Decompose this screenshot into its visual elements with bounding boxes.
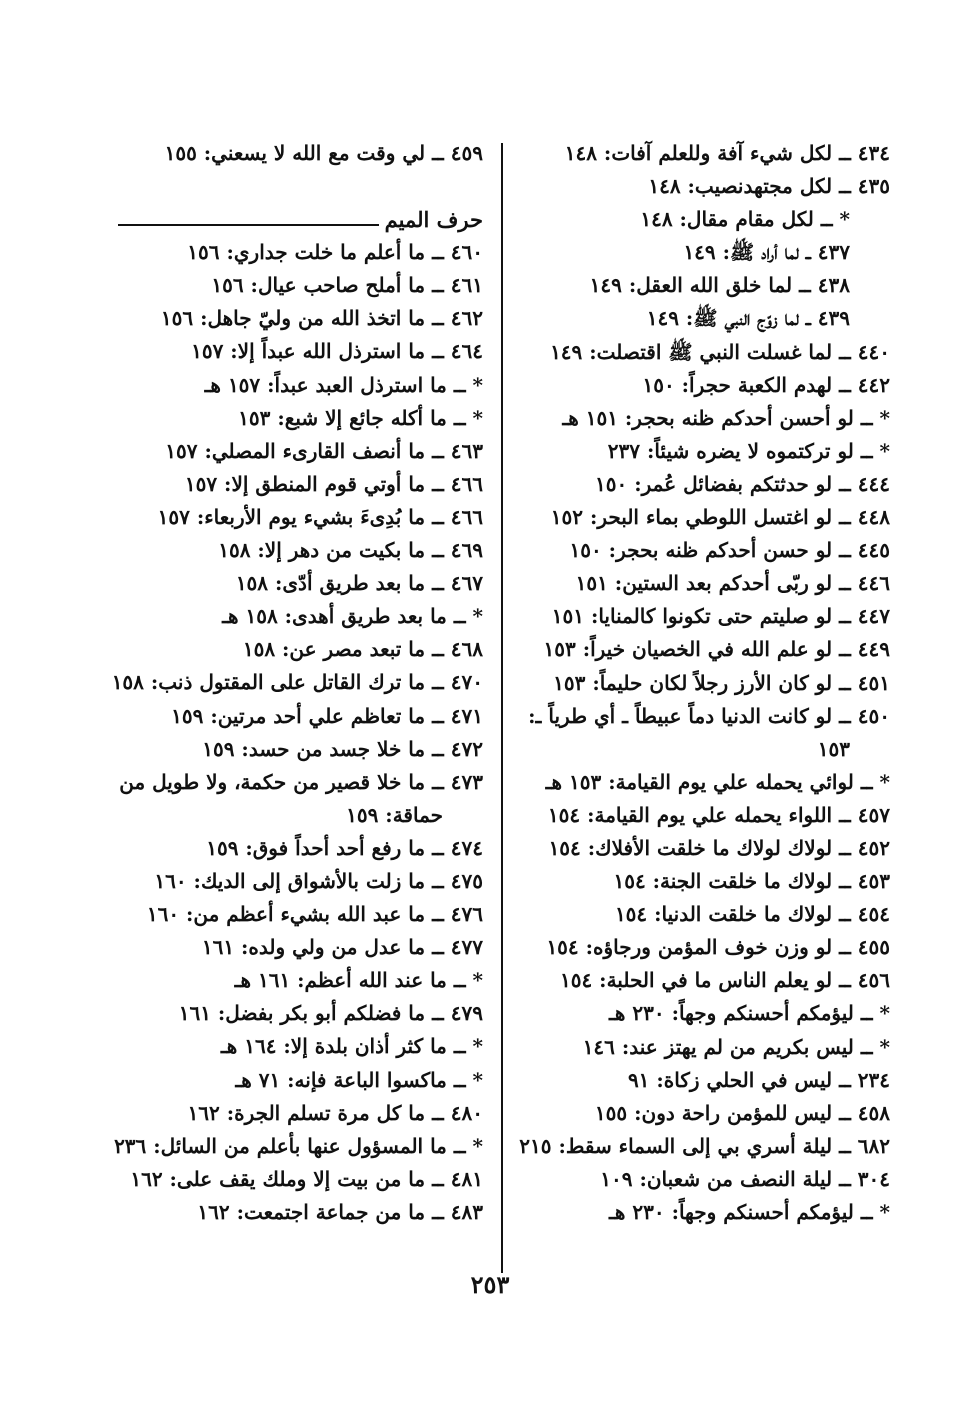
- index-entry: ٤٤٥ ــ لو حسن أحدكم ظنه بحجر: ١٥٠: [569, 538, 890, 563]
- index-entry: * ــ ما كثر أذان بلدة إلا: ١٦٤ هـ: [220, 1034, 483, 1059]
- index-entry: ٤٨٠ ــ ما كل مرة تسلم الجرة: ١٦٢: [187, 1100, 483, 1125]
- index-entry: ٤٧١ ــ ما تعاظم علي أحد مرتين: ١٥٩: [171, 703, 483, 728]
- index-entry: * ــ ليؤمكم أحسنكم وجهاً: ٢٣٠ هـ: [609, 1200, 890, 1224]
- index-entry: ٤٦٧ ــ ما بعد طريق أدّى: ١٥٨: [235, 571, 483, 596]
- index-entry: ٢٣٤ ــ ليس في الحلي زكاة: ٩١: [627, 1067, 890, 1092]
- index-entry: ٤٥٦ ــ لو يعلم الناس ما في الحلبة: ١٥٤: [559, 968, 890, 993]
- index-entry: ٤٥٠ ــ لو كانت الدنيا دماً عبيطاً ـ أي طرياً ـ:: [528, 703, 890, 728]
- index-entry-continuation: حماقة: ١٥٩: [346, 802, 443, 827]
- index-entry: ٤٦٢ ــ ما اتخذ الله من وليّ جاهل: ١٥٦: [160, 306, 483, 331]
- index-entry: ٤٧٢ ــ ما خلا جسد من حسد: ١٥٩: [202, 736, 483, 761]
- index-entry: ٤٨٣ ــ ما من جماعة اجتمعت: ١٦٢: [197, 1199, 483, 1224]
- index-entry: ٣٠٤ ــ ليلة النصف من شعبان: ١٠٩: [600, 1166, 890, 1191]
- index-entry: ٤٧٤ ــ ما رفع أحد أحداً فوق: ١٥٩: [206, 835, 483, 860]
- index-entry-continuation: ١٥٣: [817, 736, 850, 761]
- index-entry: ٤٧٠ ــ ما ترك القاتل على المقتول ذنب: ١٥٨: [111, 670, 483, 695]
- index-entry: ٤٣٩ ــ لما زوّج النبي ﷺ: ١٤٩: [646, 306, 850, 331]
- index-entry: ٤٦٦ ــ ما بُدِىءَ بشيء يوم الأربعاء: ١٥٧: [157, 504, 483, 529]
- index-entry: * ــ ليس بكريم من لم يهتز عند: ١٤٦: [582, 1034, 890, 1059]
- column-divider: [501, 143, 503, 1273]
- index-entry: * ــ لو أحسن أحدكم ظنه بحجر: ١٥١ هـ: [562, 405, 890, 430]
- index-entry: * ــ ما بعد طريق أهدى: ١٥٨ هـ: [222, 604, 483, 629]
- index-entry: ٤٥١ ــ لو كان الأرز رجلاً لكان حليماً: ١٥٣: [553, 670, 890, 695]
- index-entry: ٤٥٥ ــ لو وزن خوف المؤمن ورجاؤه: ١٥٤: [546, 935, 890, 960]
- right-column: [490, 137, 890, 1229]
- index-entry: * ــ ما استرذل العبد عبداً: ١٥٧ هـ: [204, 372, 483, 397]
- index-entry: ٤٤٤ ــ لو حدثتكم بفضائل عُمر: ١٥٠: [595, 471, 890, 496]
- index-entry: ٤٦٣ ــ ما أنصف القارىء المصلي: ١٥٧: [165, 438, 483, 463]
- index-entry: ٤٣٧ ــ لما أراد ﷺ: ١٤٩: [683, 240, 850, 265]
- index-entry: ٤٦١ ــ ما أملح صاحب عيال: ١٥٦: [211, 273, 483, 298]
- index-entry: ٦٨٢ ــ ليلة أسري بي إلى السماء سقط: ٢١٥: [519, 1133, 890, 1158]
- index-entry: ٤٣٥ ــ لكل مجتهدنصيب: ١٤٨: [648, 174, 890, 199]
- section-heading-text: حرف الميم: [384, 207, 483, 233]
- index-entry: ٤٦٤ ــ ما استرذل الله عبداً إلا: ١٥٧: [191, 339, 483, 364]
- index-entry: ٤٧٧ ــ ما عدل من ولي ولده: ١٦١: [201, 935, 483, 960]
- index-entry: ٤٦٩ ــ ما بكيت من دهر إلا: ١٥٨: [218, 538, 483, 563]
- index-entry: ٤٥٨ ــ ليس للمؤمن راحة دون: ١٥٥: [594, 1100, 890, 1125]
- index-entry: * ــ لو تركتموه لا يضره شيئاً: ٢٣٧: [607, 438, 890, 463]
- left-column: [111, 137, 483, 1229]
- page-number: ٢٥٣: [470, 1270, 510, 1299]
- section-heading-rule: [118, 224, 379, 226]
- index-entry: ٤٥٤ ــ لولاك ما خلقت الدنيا: ١٥٤: [614, 902, 890, 927]
- index-entry: ٤٧٩ ــ ما فضلكم أبو بكر بفضل: ١٦١: [178, 1001, 483, 1026]
- index-entry: * ــ ما أكله جائع إلا شبع: ١٥٣: [238, 405, 483, 430]
- index-entry: ٤٣٨ ــ لما خلق الله العقل: ١٤٩: [589, 273, 850, 298]
- index-entry: ٤٤٨ ــ لو اغتسل اللوطي بماء البحر: ١٥٢: [550, 505, 890, 530]
- index-entry: ٤٤٦ ــ لو ربّى أحدكم بعد الستين: ١٥١: [575, 571, 890, 596]
- index-entry: * ــ ماكسوا الباعة فإنه: ٧١ هـ: [235, 1067, 483, 1092]
- index-entry: ٤٦٠ ــ ما أعلم ما خلت جداري: ١٥٦: [187, 240, 483, 265]
- index-entry: ٤٧٥ ــ ما زلت بالأشواق إلى الديك: ١٦٠: [154, 868, 483, 893]
- index-entry: ٤٥٢ ــ لولاك لولاك ما خلقت الأفلاك: ١٥٤: [548, 835, 890, 860]
- index-entry: ٤٦٨ ــ ما تبعد مصر عن: ١٥٨: [242, 637, 483, 662]
- index-entry: ٤٣٤ ــ لكل شيء آفة وللعلم آفات: ١٤٨: [564, 141, 890, 165]
- index-entry: ٤٥٧ ــ اللواء يحمله علي يوم القيامة: ١٥٤: [547, 802, 890, 827]
- index-entry: * ــ ليؤمكم أحسنكم وجهاً: ٢٣٠ هـ: [609, 1001, 890, 1026]
- index-entry: ٤٥٣ ــ لولاك ما خلقت الجنة: ١٥٤: [613, 869, 890, 894]
- index-entry: ٤٤٠ ــ لما غسلت النبي ﷺ اقتصلت: ١٤٩: [550, 339, 890, 364]
- index-entry: * ــ لكل مقام مقال: ١٤٨: [640, 207, 850, 232]
- index-entry: * ــ ما المسؤول عنها بأعلم من السائل: ٢٣٦: [114, 1133, 483, 1158]
- index-entry: ٤٨١ ــ ما من بيت إلا وملك يقف على: ١٦٢: [130, 1166, 483, 1191]
- index-entry: ٤٥٩ ــ لي وقت مع الله لا يسعني: ١٥٥: [164, 141, 483, 165]
- index-entry: ٤٧٣ ــ ما خلا قصير من حكمة، ولا طويل من: [119, 769, 483, 794]
- index-entry: ٤٤٧ ــ لو صليتم حتى تكونوا كالمنايا: ١٥١: [551, 604, 890, 629]
- index-entry: ٤٤٢ ــ لهدم الكعبة حجراً: ١٥٠: [642, 372, 890, 397]
- index-entry: ٤٦٦ ــ ما أوتي قوم المنطق إلا: ١٥٧: [184, 471, 483, 496]
- index-entry: ٤٤٩ ــ لو علم الله في الخصيان خيراً: ١٥٣: [543, 637, 890, 662]
- section-heading: [118, 203, 483, 236]
- index-entry: * ــ لوائي يحمله علي يوم القيامة: ١٥٣ هـ: [545, 769, 890, 794]
- index-entry: ٤٧٦ ــ ما عبد الله بشيء أعظم من: ١٦٠: [146, 902, 483, 927]
- index-entry: * ــ ما عند الله أعظم: ١٦١ هـ: [234, 968, 483, 993]
